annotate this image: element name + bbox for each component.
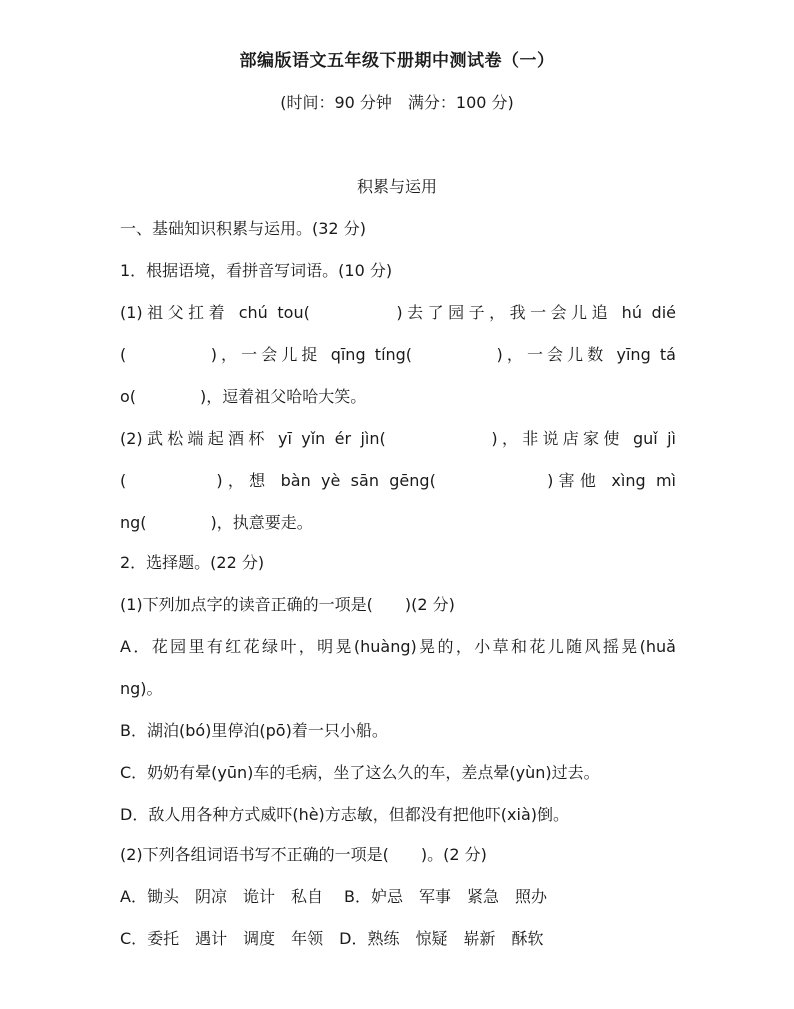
question-1-text-line: ( )，想 bàn yè sān gēng( )害他 xìng mì (120, 471, 676, 490)
question-1-text-line: (2)武松端起酒杯 yī yǐn ér jìn( )，非说店家使 guǐ jì (120, 429, 676, 448)
question-2-2-stem: (2)下列各组词语书写不正确的一项是( )。(2 分) (120, 845, 487, 864)
part-heading: 一、基础知识积累与运用。(32 分) (120, 219, 366, 238)
option-a: A．花园里有红花绿叶，明晃(huàng)晃的，小草和花儿随风摇晃(huǎ (120, 637, 676, 656)
options-a-b: A．锄头 阴凉 诡计 私自 B．妒忌 军事 紧急 照办 (120, 887, 548, 906)
options-c-d: C．委托 遇计 调度 年领 D．熟练 惊疑 崭新 酥软 (120, 929, 544, 948)
question-1-heading: 1．根据语境，看拼音写词语。(10 分) (120, 261, 393, 280)
question-1-text-line: (1)祖父扛着 chú tou( )去了园子，我一会儿追 hú dié (120, 303, 676, 322)
option-c: C．奶奶有晕(yūn)车的毛病，坐了这么久的车，差点晕(yùn)过去。 (120, 763, 600, 782)
option-b: B．湖泊(bó)里停泊(pō)着一只小船。 (120, 721, 388, 740)
option-a-continued: ng)。 (120, 679, 163, 698)
question-1-text-line: ng( )，执意要走。 (120, 513, 313, 532)
section-title: 积累与运用 (356, 177, 437, 196)
option-d: D．敌人用各种方式威吓(hè)方志敏，但都没有把他吓(xià)倒。 (120, 805, 569, 824)
question-2-1-stem: (1)下列加点字的读音正确的一项是( )(2 分) (120, 595, 455, 614)
exam-title: 部编版语文五年级下册期中测试卷（一） (239, 51, 555, 71)
exam-time-score: (时间：90 分钟 满分：100 分) (280, 93, 514, 112)
question-2-heading: 2．选择题。(22 分) (120, 553, 265, 572)
question-1-text-line: o( )，逗着祖父哈哈大笑。 (120, 387, 367, 406)
question-1-text-line: ( )，一会儿捉 qīng tíng( )，一会儿数 yīng tá (120, 345, 676, 364)
